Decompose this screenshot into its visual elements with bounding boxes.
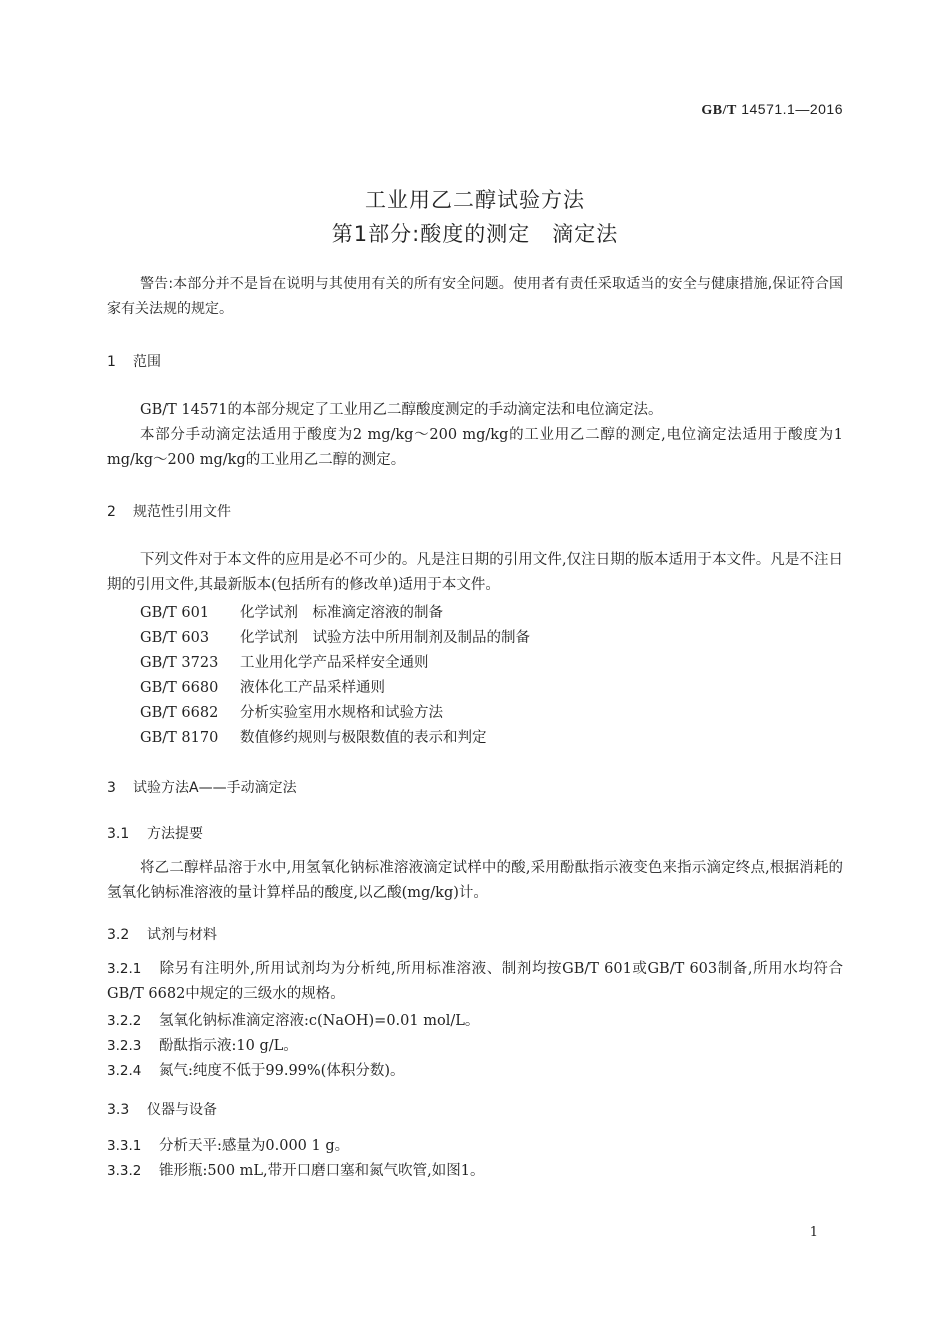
clause-number: 3.2.3	[107, 1038, 142, 1054]
section-title: 范围	[133, 354, 161, 370]
reference-title: 化学试剂 试验方法中所用制剂及制品的制备	[240, 630, 530, 646]
section-number: 2	[107, 504, 116, 520]
clause-3-2-1	[107, 957, 843, 1007]
section-title: 试剂与材料	[147, 927, 217, 943]
clause-text: 分析天平:感量为0.000 1 g。	[159, 1138, 350, 1154]
section-2-paragraph: 下列文件对于本文件的应用是必不可少的。凡是注日期的引用文件,仅注日期的版本适用于本文件。凡是不注日期的引用文件,其最新版本(包括所有的修改单)适用于本文件。	[107, 552, 843, 593]
clause-3-3-2	[107, 1159, 843, 1184]
reference-code: GB/T 6682	[140, 705, 219, 721]
reference-item	[140, 601, 443, 622]
section-number: 1	[107, 354, 116, 370]
clause-text: 除另有注明外,所用试剂均为分析纯,所用标准溶液、制剂均按GB/T 601或GB/T 603制备,所用水均符合GB/T 6682中规定的三级水的规格。	[107, 961, 843, 1002]
reference-code: GB/T 603	[140, 630, 210, 646]
clause-3-2-3	[107, 1034, 843, 1059]
section-1-paragraph-2: 本部分手动滴定法适用于酸度为2 mg/kg～200 mg/kg的工业用乙二醇的测定,电位滴定法适用于酸度为1 mg/kg～200 mg/kg的工业用乙二醇的测定。	[107, 427, 843, 468]
section-2-heading	[107, 501, 231, 521]
reference-title: 数值修约规则与极限数值的表示和判定	[240, 730, 487, 746]
clause-number: 3.2.1	[107, 961, 142, 977]
clause-text: 锥形瓶:500 mL,带开口磨口塞和氮气吹管,如图1。	[159, 1163, 485, 1179]
reference-code: GB/T 3723	[140, 655, 219, 671]
clause-number: 3.3.2	[107, 1163, 142, 1179]
reference-code: GB/T 6680	[140, 680, 219, 696]
clause-3-3-1	[107, 1134, 843, 1159]
standard-code: 14571.1—2016	[741, 101, 843, 117]
standard-number	[701, 101, 843, 119]
section-3-1-paragraph: 将乙二醇样品溶于水中,用氢氧化钠标准溶液滴定试样中的酸,采用酚酞指示液变色来指示滴定终点,根据消耗的氢氧化钠标准溶液的量计算样品的酸度,以乙酸(mg/kg)计。	[107, 860, 843, 901]
section-title: 试验方法A——手动滴定法	[133, 780, 297, 796]
reference-code: GB/T 601	[140, 605, 210, 621]
reference-title: 工业用化学产品采样安全通则	[240, 655, 429, 671]
standard-prefix: GB/T	[701, 103, 737, 118]
section-1-paragraph-1: GB/T 14571的本部分规定了工业用乙二醇酸度测定的手动滴定法和电位滴定法。	[140, 402, 663, 418]
section-3-1-heading	[107, 823, 203, 843]
section-3-2-heading	[107, 924, 217, 944]
clause-text: 氢氧化钠标准滴定溶液:c(NaOH)=0.01 mol/L。	[159, 1013, 480, 1029]
reference-title: 分析实验室用水规格和试验方法	[240, 705, 443, 721]
clause-text: 氮气:纯度不低于99.99%(体积分数)。	[159, 1063, 405, 1079]
document-title: 工业用乙二醇试验方法	[365, 188, 585, 212]
section-number: 3.1	[107, 826, 130, 842]
section-number: 3.3	[107, 1102, 130, 1118]
reference-title: 化学试剂 标准滴定溶液的制备	[240, 605, 443, 621]
document-subtitle: 第1部分:酸度的测定 滴定法	[331, 222, 619, 246]
section-title: 规范性引用文件	[133, 504, 231, 520]
reference-item	[140, 651, 429, 672]
reference-title: 液体化工产品采样通则	[240, 680, 385, 696]
section-1-heading	[107, 351, 161, 371]
section-number: 3.2	[107, 927, 130, 943]
clause-number: 3.2.4	[107, 1063, 142, 1079]
clause-text: 酚酞指示液:10 g/L。	[159, 1038, 298, 1054]
page-number: 1	[809, 1225, 818, 1240]
reference-code: GB/T 8170	[140, 730, 219, 746]
reference-item	[140, 676, 385, 697]
section-3-3-heading	[107, 1099, 217, 1119]
clause-3-2-2	[107, 1009, 843, 1034]
section-title: 仪器与设备	[147, 1102, 217, 1118]
section-number: 3	[107, 780, 116, 796]
reference-item	[140, 626, 530, 647]
section-3-heading	[107, 777, 297, 797]
clause-number: 3.2.2	[107, 1013, 142, 1029]
reference-item	[140, 726, 487, 747]
section-title: 方法提要	[147, 826, 203, 842]
clause-3-2-4	[107, 1059, 843, 1084]
reference-item	[140, 701, 443, 722]
clause-number: 3.3.1	[107, 1138, 142, 1154]
warning-paragraph: 警告:本部分并不是旨在说明与其使用有关的所有安全问题。使用者有责任采取适当的安全与健康措施,保证符合国家有关法规的规定。	[107, 276, 843, 317]
